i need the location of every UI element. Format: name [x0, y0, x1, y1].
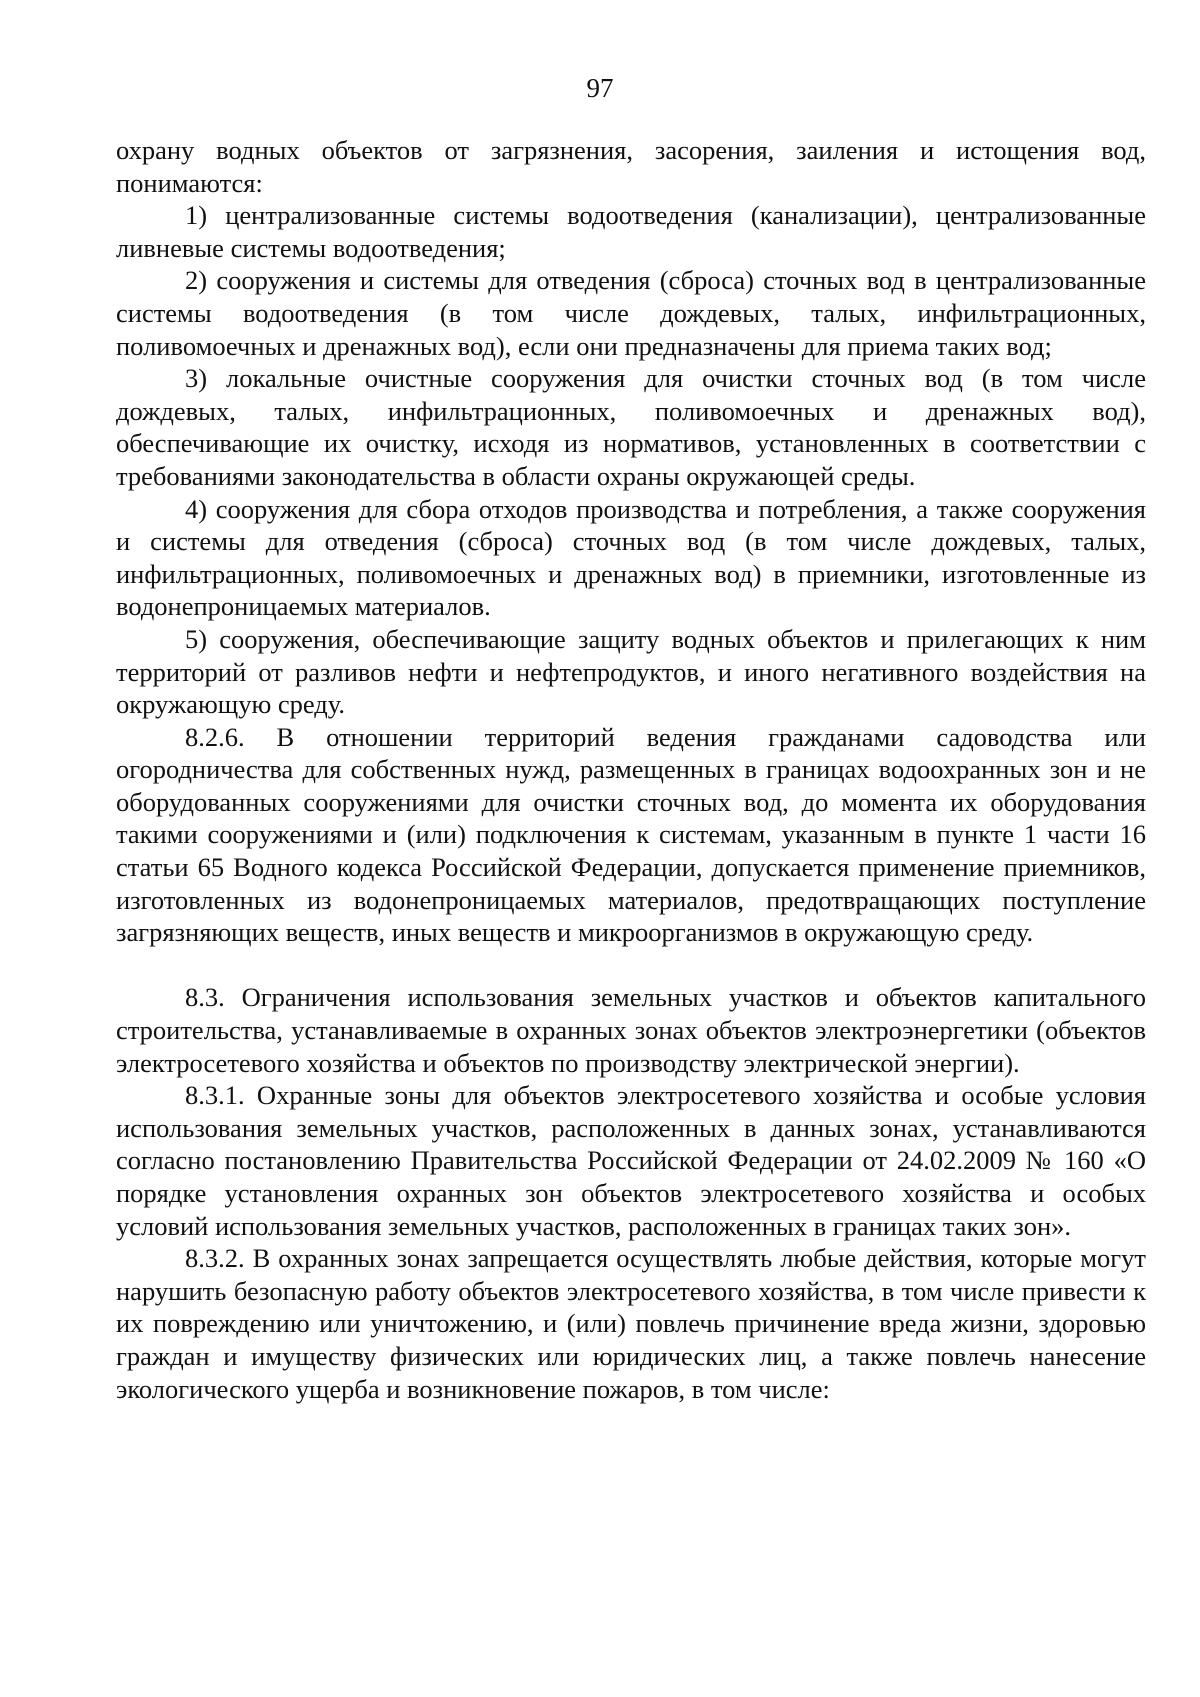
page-number: 97: [586, 73, 614, 103]
list-item-3: 3) локальные очистные сооружения для очистки сточных вод (в том числе дождевых, талых, инфильтрационных, поливомоечных и дренажных вод), обеспечивающие их очистку, исходя из нормативов, установленных в соответствии с требованиями законодательства в области охраны окружающей среды.: [116, 363, 1146, 491]
list-item-1: 1) централизованные системы водоотведения (канализации), централизованные ливневые системы водоотведения;: [116, 200, 1146, 263]
document-body: [116, 134, 1146, 1405]
clause-8-2-6: 8.2.6. В отношении территорий ведения гражданами садоводства или огородничества для собственных нужд, размещенных в границах водоохранных зон и не оборудованных сооружениями для очистки сточных вод, до момента их оборудования такими сооружениями и (или) подключения к системам, указанным в пункте 1 части 16 статьи 65 Водного кодекса Российской Федерации, допускается применение приемников, изготовленных из водонепроницаемых материалов, предотвращающих поступление загрязняющих веществ, иных веществ и микроорганизмов в окружающую среду.: [116, 721, 1146, 948]
paragraph-continuation: охрану водных объектов от загрязнения, засорения, заиления и истощения вод, понимаются:: [116, 135, 1146, 198]
clause-8-3-1: 8.3.1. Охранные зоны для объектов электросетевого хозяйства и особые условия использования земельных участков, расположенных в данных зонах, устанавливаются согласно постановлению Правительства Российской Федерации от 24.02.2009 № 160 «О порядке установления охранных зон объектов электросетевого хозяйства и особых условий использования земельных участков, расположенных в границах таких зон».: [116, 1080, 1146, 1241]
list-item-2: 2) сооружения и системы для отведения (сброса) сточных вод в централизованные системы водоотведения (в том числе дождевых, талых, инфильтрационных, поливомоечных и дренажных вод), если они предназначены для приема таких вод;: [116, 265, 1146, 361]
list-item-5: 5) сооружения, обеспечивающие защиту водных объектов и прилегающих к ним территорий от разливов нефти и нефтепродуктов, и иного негативного воздействия на окружающую среду.: [116, 623, 1146, 720]
section-8-3: 8.3. Ограничения использования земельных участков и объектов капитального строительства, устанавливаемые в охранных зонах объектов электроэнергетики (объектов электросетевого хозяйства и объектов по производству электрической энергии).: [116, 982, 1146, 1078]
list-item-4: 4) сооружения для сбора отходов производства и потребления, а также сооружения и системы для отведения (сброса) сточных вод (в том числе дождевых, талых, инфильтрационных, поливомоечных и дренажных вод) в приемники, изготовленные из водонепроницаемых материалов.: [116, 493, 1146, 622]
clause-8-3-2: 8.3.2. В охранных зонах запрещается осуществлять любые действия, которые могут нарушить безопасную работу объектов электросетевого хозяйства, в том числе привести к их повреждению или уничтожению, и (или) повлечь причинение вреда жизни, здоровью граждан и имуществу физических или юридических лиц, а также повлечь нанесение экологического ущерба и возникновение пожаров, в том числе:: [116, 1243, 1146, 1404]
